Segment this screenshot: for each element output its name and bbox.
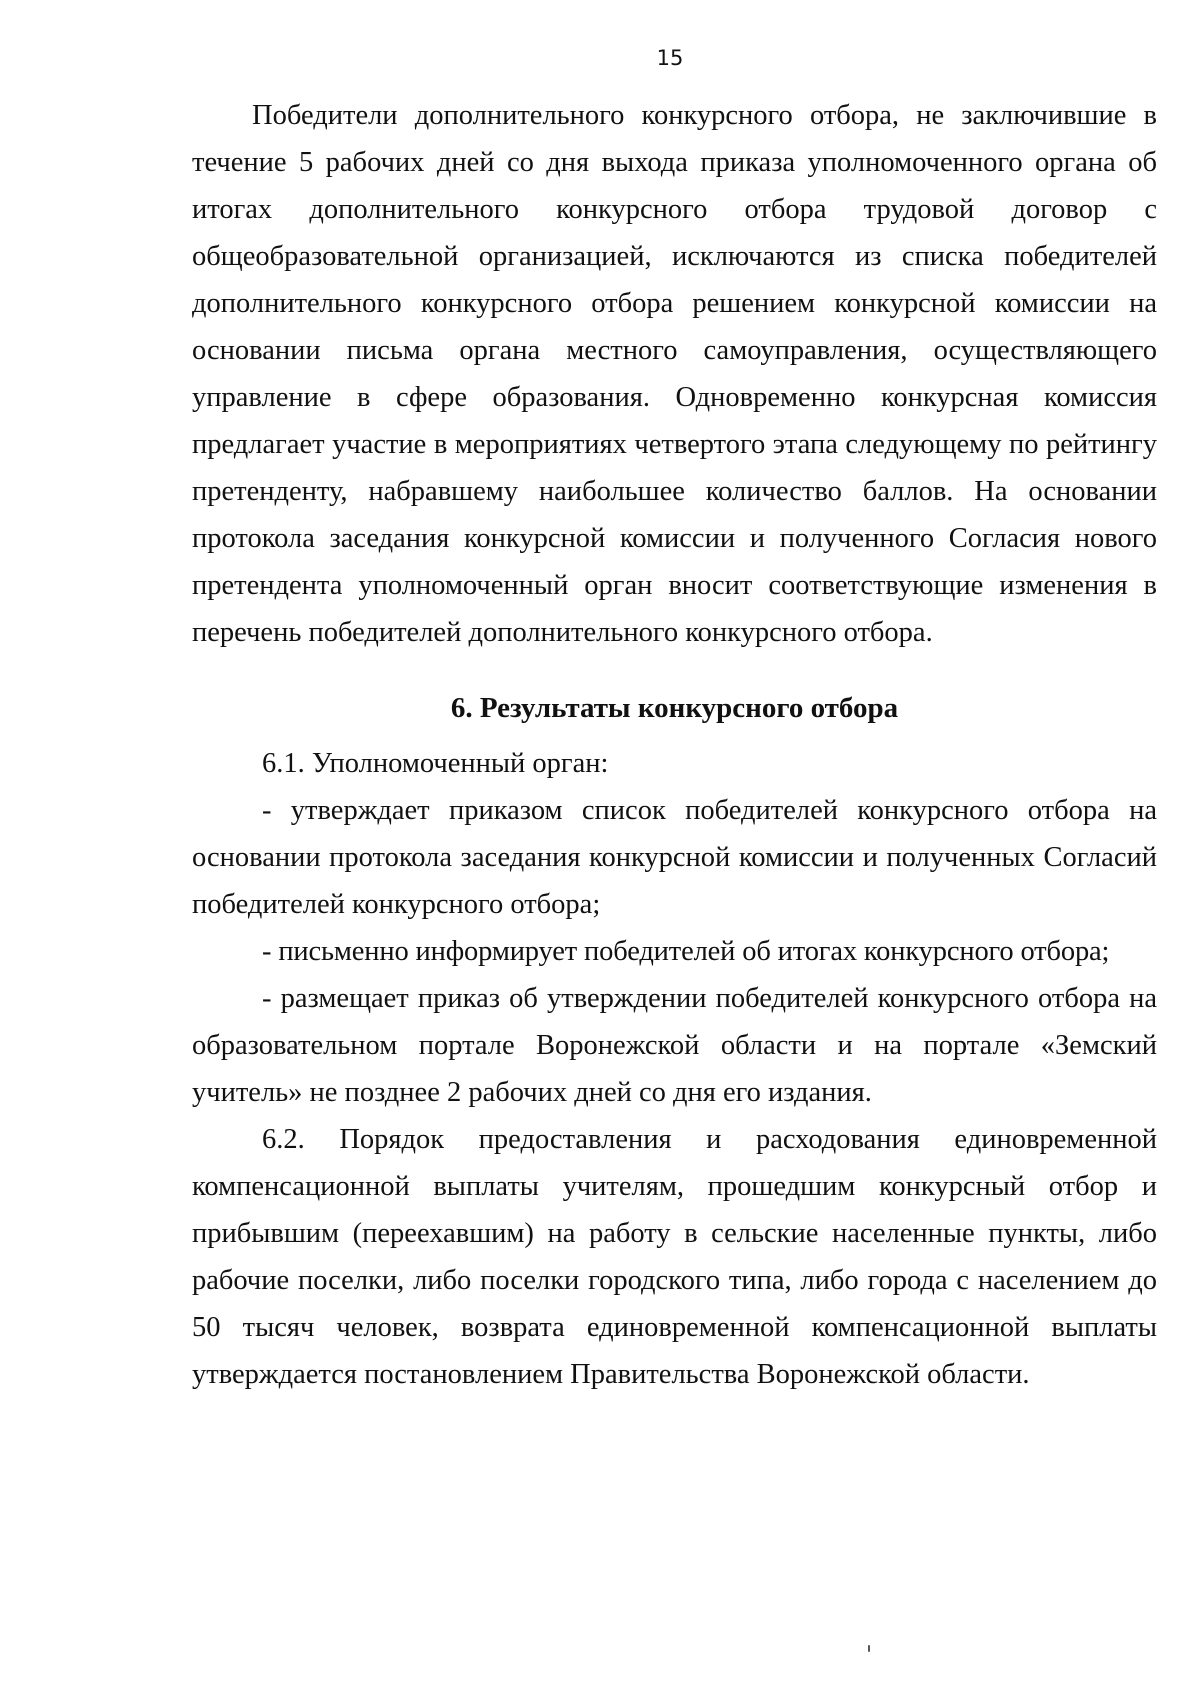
section-heading: 6. Результаты конкурсного отбора — [450, 692, 899, 724]
intro-paragraph: Победители дополнительного конкурсного отбора, не заключившие в течение 5 рабочих дней со дня выхода приказа уполномоченного органа об итогах дополнительного конкурсного отбора трудовой договор с общеобразовательной организацией, исключаются из списка победителей дополнительного конкурсного отбора решением конкурсной комиссии на основании письма органа местного самоуправления, осуществляющего управление в сфере образования. Одновременно конкурсная комиссия предлагает участие в мероприятиях четвертого этапа следующему по рейтингу претенденту, набравшему наибольшее количество баллов. На основании протокола заседания конкурсной комиссии и полученного Согласия нового претендента уполномоченный орган вносит соответствующие изменения в перечень победителей дополнительного конкурсного отбора. — [192, 100, 1157, 648]
section-6-1-item: - письменно информирует победителей об итогах конкурсного отбора; — [262, 936, 1110, 967]
section-6-1-item: - размещает приказ об утверждении победителей конкурсного отбора на образовательном портале Воронежской области и на портале «Земский учитель» не позднее 2 рабочих дней со дня его издания. — [192, 983, 1157, 1108]
section-6-2-paragraph: 6.2. Порядок предоставления и расходования единовременной компенсационной выплаты учителям, прошедшим конкурсный отбор и прибывшим (переехавшим) на работу в сельские населенные пункты, либо рабочие поселки, либо поселки городского типа, либо города с населением до 50 тысяч человек, возврата единовременной компенсационной выплаты утверждается постановлением Правительства Воронежской области. — [192, 1124, 1157, 1390]
section-6-1-title: 6.1. Уполномоченный орган: — [262, 748, 609, 779]
scan-mark — [868, 1645, 870, 1652]
section-6-1-item: - утверждает приказом список победителей конкурсного отбора на основании протокола заседания конкурсной комиссии и полученных Согласий победителей конкурсного отбора; — [192, 795, 1157, 920]
document-body — [192, 92, 1157, 1398]
page-number: 15 — [656, 46, 684, 70]
